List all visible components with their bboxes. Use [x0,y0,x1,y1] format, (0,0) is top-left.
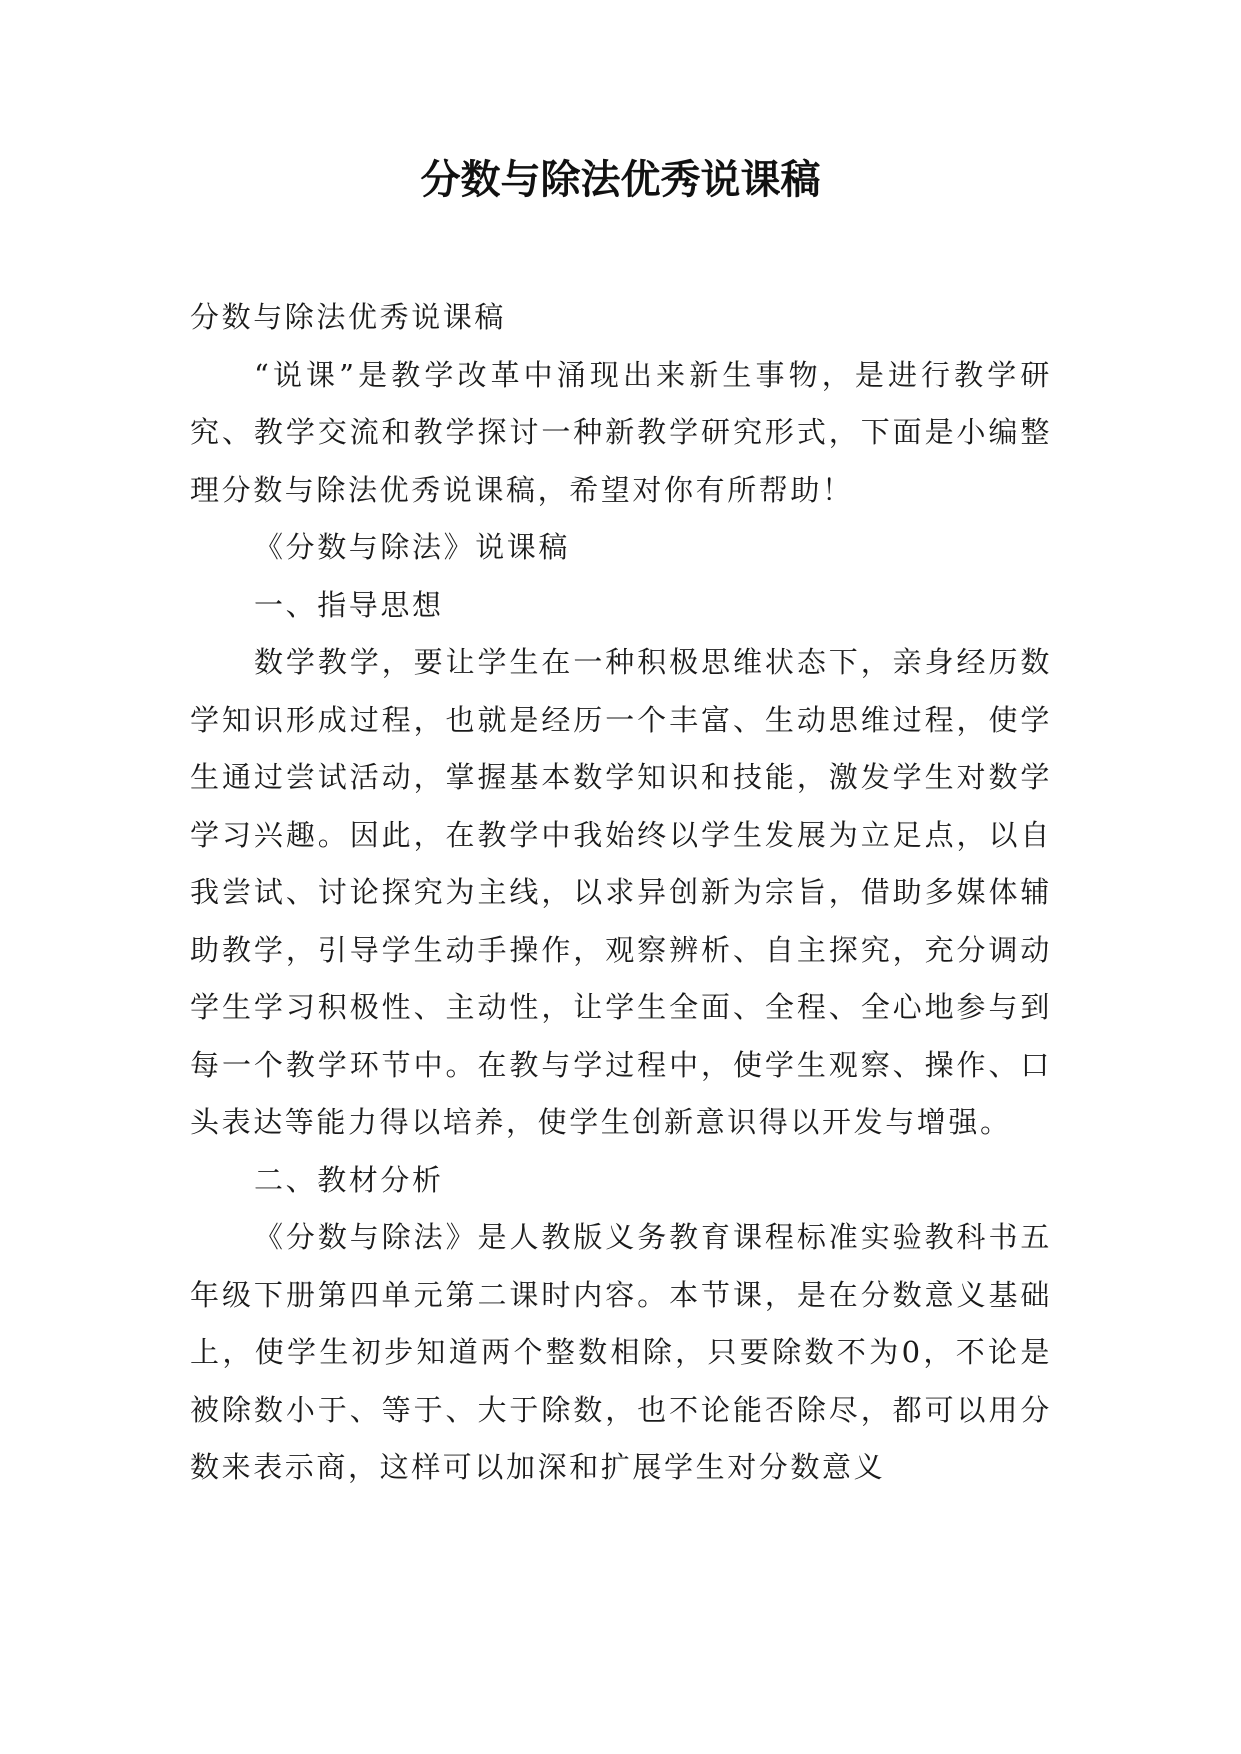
section-heading-guiding-ideas: 一、指导思想 [254,587,444,622]
document-body [190,289,1052,1497]
document-title: 分数与除法优秀说课稿 [420,157,821,203]
section-heading-textbook-analysis: 二、教材分析 [254,1162,444,1197]
paragraph-intro: “说课”是教学改革中涌现出来新生事物，是进行教学研究、教学交流和教学探讨一种新教学研究形式，下面是小编整理分数与除法优秀说课稿，希望对你有所帮助！ [190,357,1052,507]
paragraph-textbook-analysis: 《分数与除法》是人教版义务教育课程标准实验教科书五年级下册第四单元第二课时内容。本节课，是在分数意义基础上，使学生初步知道两个整数相除，只要除数不为0，不论是被除数小于、等于、大于除数，也不论能否除尽，都可以用分数来表示商，这样可以加深和扩展学生对分数意义 [190,1220,1052,1484]
paragraph-lesson-title: 《分数与除法》说课稿 [254,530,571,564]
paragraph-subtitle: 分数与除法优秀说课稿 [190,300,507,334]
paragraph-guiding-ideas: 数学教学，要让学生在一种积极思维状态下，亲身经历数学知识形成过程，也就是经历一个丰富、生动思维过程，使学生通过尝试活动，掌握基本数学知识和技能，激发学生对数学学习兴趣。因此，在教学中我始终以学生发展为立足点，以自我尝试、讨论探究为主线，以求异创新为宗旨，借助多媒体辅助教学，引导学生动手操作，观察辨析、自主探究，充分调动学生学习积极性、主动性，让学生全面、全程、全心地参与到每一个教学环节中。在教与学过程中，使学生观察、操作、口头表达等能力得以培养，使学生创新意识得以开发与增强。 [190,645,1052,1139]
